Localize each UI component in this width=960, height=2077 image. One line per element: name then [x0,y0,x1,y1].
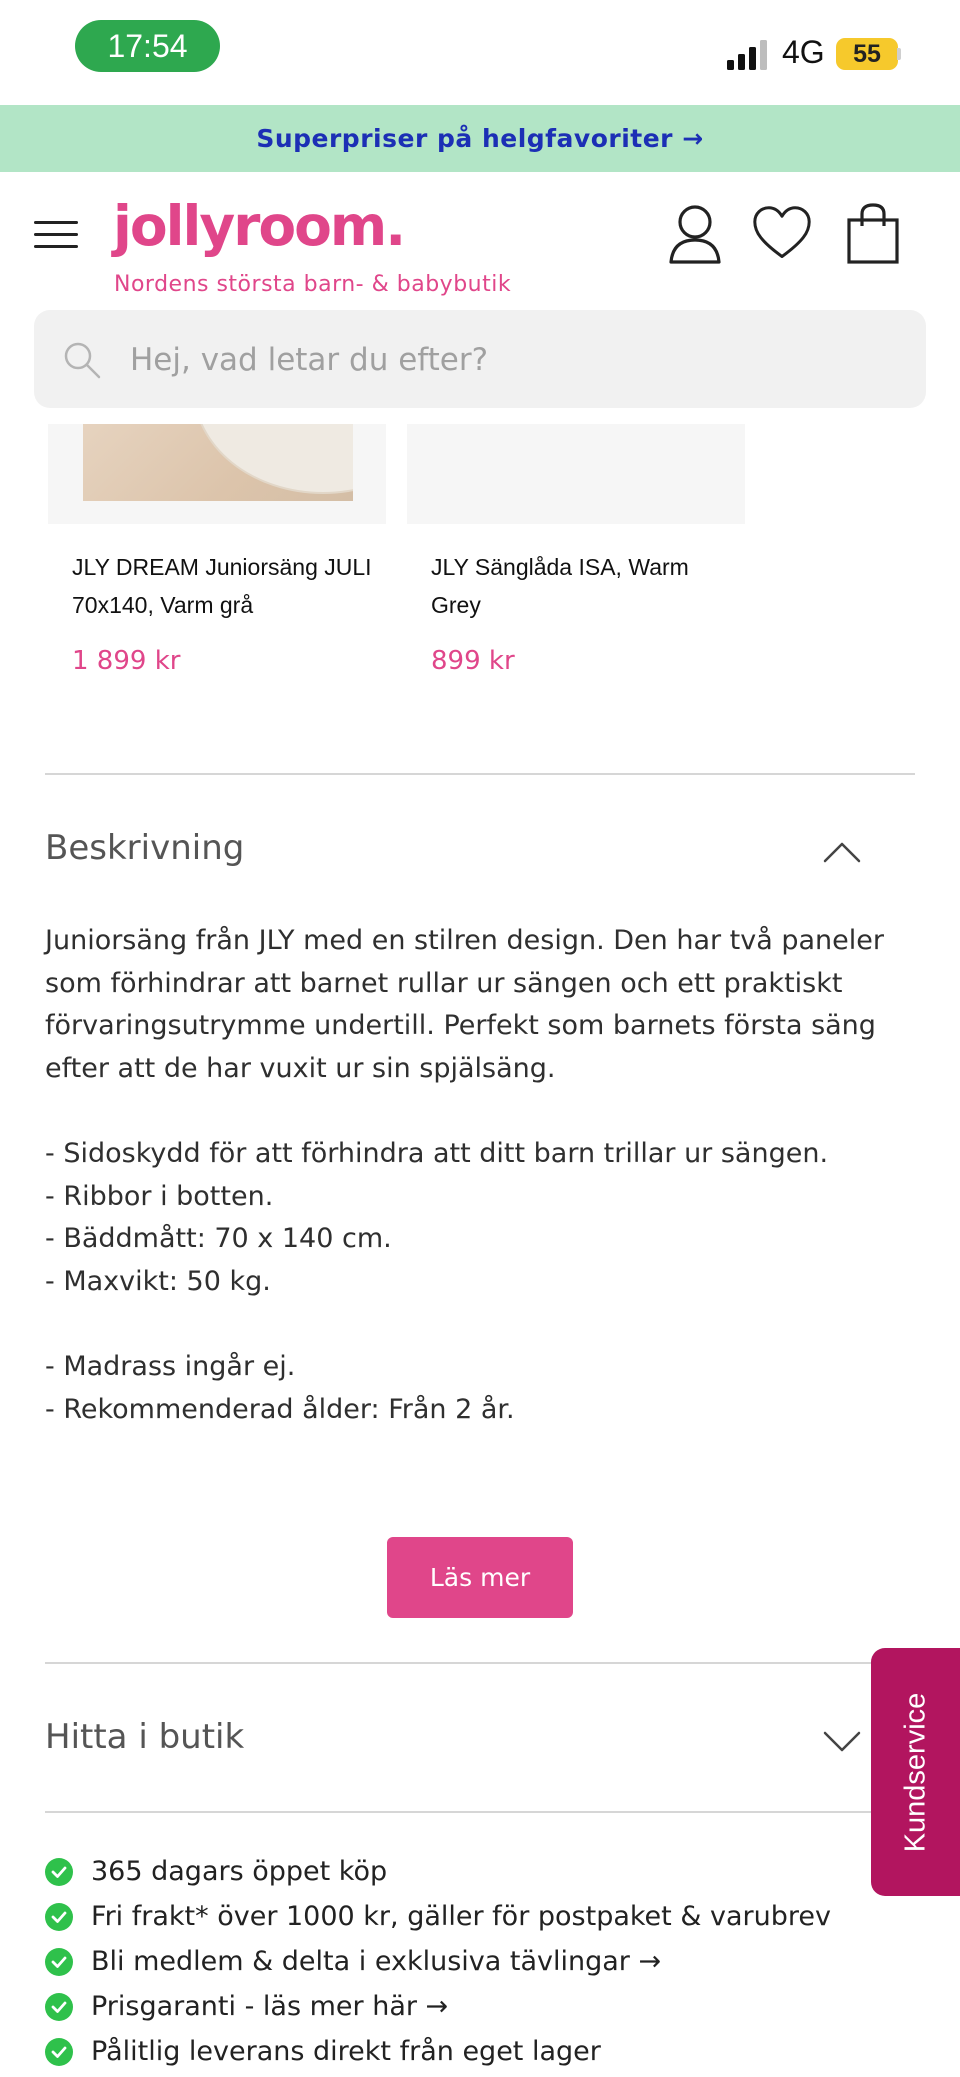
product-card[interactable] [48,424,386,676]
battery-indicator: 55 [836,38,898,70]
heart-icon[interactable] [752,202,812,266]
product-card[interactable] [407,424,745,676]
logo[interactable]: jollyroom. [113,194,405,258]
usp-text: Pålitlig leverans direkt från eget lager [91,2036,601,2067]
product-title[interactable]: JLY Sänglåda ISA, Warm Grey [431,554,689,618]
chevron-up-icon[interactable] [822,840,862,864]
product-price: 1 899 kr [72,646,181,676]
product-title[interactable]: JLY DREAM Juniorsäng JULI 70x140, Varm grå [72,554,372,618]
divider [45,1662,915,1664]
list-item [45,1894,895,1939]
check-icon [45,1993,73,2021]
usp-text: 365 dagars öppet köp [91,1856,388,1887]
tagline: Nordens största barn- & babybutik [114,272,512,297]
menu-icon[interactable] [34,217,80,253]
search-icon [62,340,102,380]
check-icon [45,1903,73,1931]
site-header [0,172,960,302]
network-type: 4G [782,34,825,70]
related-products [0,424,960,694]
find-in-store-heading[interactable]: Hitta i butik [45,1717,245,1757]
list-item [45,1849,895,1894]
read-more-button[interactable]: Läs mer [387,1537,573,1618]
user-icon[interactable] [665,202,725,266]
status-time: 17:54 [75,20,220,72]
usp-link[interactable]: Bli medlem & delta i exklusiva tävlingar → [91,1946,662,1977]
list-item [45,2029,895,2074]
check-icon [45,1948,73,1976]
status-bar [0,0,960,105]
promo-text[interactable]: Superpriser på helgfavoriter → [256,124,704,153]
product-photo [83,424,353,501]
bag-icon[interactable] [843,202,903,266]
check-icon [45,1858,73,1886]
divider [45,773,915,775]
battery-tip [897,48,901,60]
search-input[interactable] [130,338,890,382]
search-bar[interactable] [34,310,926,408]
list-item[interactable] [45,1939,895,1984]
list-item[interactable] [45,1984,895,2029]
usp-text: Fri frakt* över 1000 kr, gäller för postpaket & varubrev [91,1901,831,1932]
description-body: Juniorsäng från JLY med en stilren design. Den har två paneler som förhindrar att barnet rullar ur sängen och ett praktiskt förvaringsutrymme undertill. Perfekt som barnets första säng efter att de har vuxit ur sin spjälsäng. - Sidoskydd för att förhindra att ditt barn trillar ur sängen. - Ribbor i botten. - Bäddmått: 70 x 140 cm. - Maxvikt: 50 kg. - Madrass ingår ej. - Rekommenderad ålder: Från 2 år. [45,925,884,1425]
divider [45,1811,915,1813]
chevron-down-icon[interactable] [822,1730,862,1754]
description-heading[interactable]: Beskrivning [45,828,245,868]
signal-icon [727,40,773,70]
promo-banner[interactable] [0,105,960,172]
product-price: 899 kr [431,646,515,676]
check-icon [45,2038,73,2066]
product-image[interactable] [407,424,745,524]
product-image[interactable] [48,424,386,524]
usp-list [45,1849,895,2074]
customer-service-label[interactable]: Kundservice [899,1692,931,1852]
usp-link[interactable]: Prisgaranti - läs mer här → [91,1991,449,2022]
